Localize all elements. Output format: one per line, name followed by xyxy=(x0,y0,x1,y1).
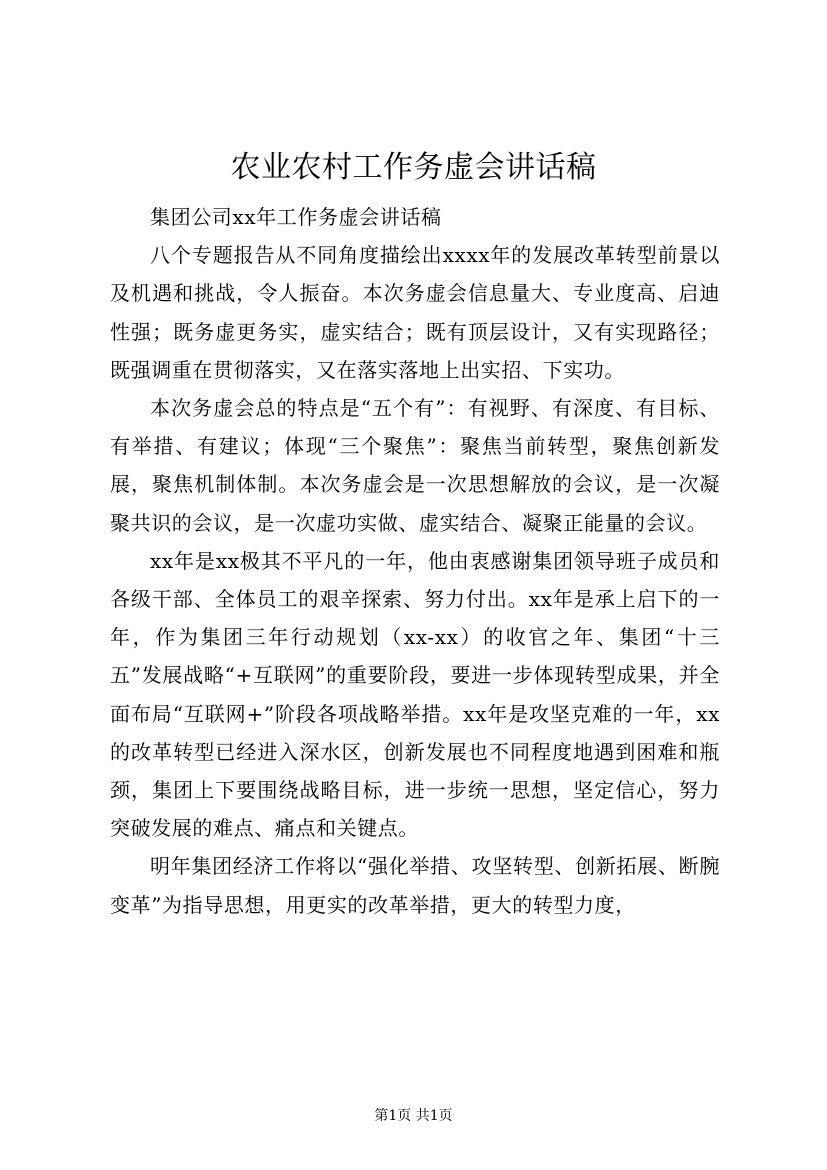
paragraph: xx年是xx极其不平凡的一年，他由衷感谢集团领导班子成员和各级干部、全体员工的艰辛探索、努力付出。xx年是承上启下的一年，作为集团三年行动规划（xx-xx）的收官之年、集团“十三五”发展战略“+互联网”的重要阶段，要进一步体现转型成果，并全面布局“互联网+”阶段各项战略举措。xx年是攻坚克难的一年，xx的改革转型已经进入深水区，创新发展也不同程度地遇到困难和瓶颈，集团上下要围绕战略目标，进一步统一思想，坚定信心，努力突破发展的难点、痛点和关键点。 xyxy=(110,548,720,841)
document-title: 农业农村工作务虚会讲话稿 xyxy=(230,150,597,185)
document-body xyxy=(110,198,720,924)
page-footer: 第1页 共1页 xyxy=(374,1108,453,1124)
paragraph: 本次务虚会总的特点是“五个有”：有视野、有深度、有目标、有举措、有建议；体现“三个聚焦”：聚焦当前转型，聚焦创新发展，聚焦机制体制。本次务虚会是一次思想解放的会议，是一次凝聚共识的会议，是一次虚功实做、虚实结合、凝聚正能量的会议。 xyxy=(110,396,720,535)
paragraph: 八个专题报告从不同角度描绘出xxxx年的发展改革转型前景以及机遇和挑战，令人振奋。本次务虚会信息量大、专业度高、启迪性强；既务虚更务实，虚实结合；既有顶层设计，又有实现路径；既强调重在贯彻落实，又在落实落地上出实招、下实功。 xyxy=(110,243,720,382)
paragraph: 明年集团经济工作将以“强化举措、攻坚转型、创新拓展、断腕变革”为指导思想，用更实的改革举措，更大的转型力度， xyxy=(110,854,720,917)
paragraph-subtitle: 集团公司xx年工作务虚会讲话稿 xyxy=(150,205,442,229)
